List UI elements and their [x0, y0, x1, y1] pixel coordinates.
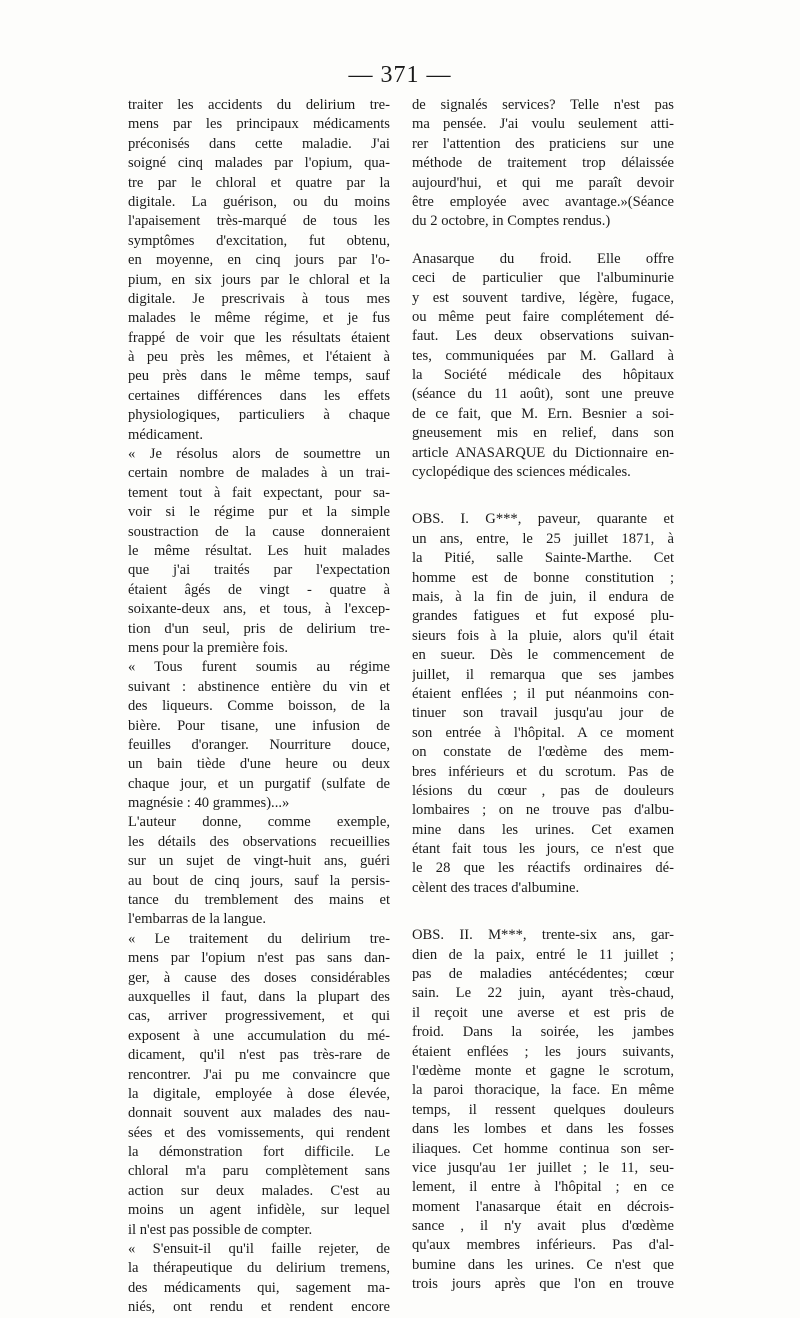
- text-line: sain. Le 22 juin, ayant très-chaud,: [412, 985, 674, 1002]
- text-line: du 2 octobre, in Comptes rendus.): [412, 213, 611, 230]
- text-line: certain nombre de malades à un trai-: [128, 465, 390, 482]
- text-line: tinuer son travail jusqu'au jour de: [412, 705, 674, 722]
- text-line: mine dans les urines. Cet examen: [412, 821, 674, 838]
- text-line: en moyenne, en cinq jours par l'o-: [128, 252, 390, 269]
- text-line: bres inférieurs et du scrotum. Pas de: [412, 763, 674, 780]
- text-line: cas, arriver progressivement, et qui: [128, 1008, 390, 1025]
- text-line: chloral m'a paru complètement sans: [128, 1163, 390, 1180]
- paragraph: [128, 1240, 390, 1318]
- text-line: homme est de bonne constitution ;: [412, 569, 674, 586]
- text-line: de signalés services? Telle n'est pas: [412, 97, 674, 113]
- text-line: qu'aux membres inférieurs. Pas d'al-: [412, 1237, 674, 1254]
- text-line: sur un sujet de vingt-huit ans, guéri: [128, 853, 390, 870]
- text-line: méthode de traitement trop délaissée: [412, 155, 674, 172]
- text-line: symptômes d'excitation, fut obtenu,: [128, 232, 390, 249]
- text-line: exposent à une accumulation du mé-: [128, 1027, 390, 1044]
- text-line: étaient âgés de vingt - quatre à: [128, 581, 390, 598]
- text-line: soustraction de la cause donneraient: [128, 523, 390, 540]
- text-line: frappé de voir que les résultats étaient: [128, 329, 390, 346]
- paragraph: [128, 445, 390, 658]
- text-line: digitale. Je prescrivais à tous mes: [128, 290, 390, 307]
- text-line: moins un agent infidèle, sur lequel: [128, 1202, 390, 1219]
- text-line: des liqueurs. Comme boisson, de la: [128, 698, 390, 715]
- text-line: voir si le régime pur et la simple: [128, 504, 390, 521]
- text-line: l'embarras de la langue.: [128, 911, 266, 928]
- text-line: bière. Pour tisane, une infusion de: [128, 717, 390, 734]
- text-line: donnait souvent aux malades des nau-: [128, 1105, 390, 1122]
- text-line: temps, il ressent quelques douleurs: [412, 1101, 674, 1118]
- text-line: la paroi thoracique, la face. En même: [412, 1082, 674, 1099]
- text-line: un bain tiède d'une heure ou deux: [128, 756, 390, 773]
- text-line: il n'est pas possible de compter.: [128, 1221, 313, 1238]
- text-line: la démonstration fort difficile. Le: [128, 1144, 390, 1161]
- text-line: feuilles d'oranger. Nourriture douce,: [128, 736, 390, 753]
- left-column: [128, 96, 390, 1318]
- text-line: iliaques. Cet homme continua son ser-: [412, 1140, 674, 1157]
- paragraph: [128, 930, 390, 1240]
- text-line: tance du tremblement des mains et: [128, 892, 390, 909]
- text-line: lombaires ; on ne trouve pas d'albu-: [412, 802, 674, 819]
- text-line: tement tout à fait expectant, pour sa-: [128, 484, 390, 501]
- text-line: dans les lombes et dans les fosses: [412, 1121, 674, 1138]
- text-line: tes, communiquées par M. Gallard à: [412, 347, 674, 364]
- text-line: médicament.: [128, 426, 203, 443]
- text-line: la Société médicale des hôpitaux: [412, 367, 674, 384]
- text-line: Anasarque du froid. Elle offre: [412, 250, 674, 267]
- text-line: suivant : abstinence entière du vin et: [128, 678, 390, 695]
- paragraph: [412, 510, 674, 898]
- text-line: le même résultat. Les huit malades: [128, 542, 390, 559]
- text-line: étaient enflées ; il put néanmoins con-: [412, 685, 674, 702]
- text-line: digitale. La guérison, ou du moins: [128, 193, 390, 210]
- text-line: tion d'un seul, pris de delirium tre-: [128, 620, 390, 637]
- text-line: dien de la paix, entré le 11 juillet ;: [412, 946, 674, 963]
- text-line: vice jusqu'au 1er juillet ; le 11, seu-: [412, 1159, 674, 1176]
- text-line: l'œdème monte et gagne le scrotum,: [412, 1062, 674, 1079]
- text-line: en sueur. Dès le commencement de: [412, 647, 674, 664]
- text-line: sance , il n'y avait plus d'œdème: [412, 1218, 674, 1235]
- text-line: pas de maladies antécédentes; cœur: [412, 966, 674, 983]
- text-line: OBS. II. M***, trente-six ans, gar-: [412, 927, 674, 944]
- right-column: [412, 96, 674, 1295]
- text-line: de ce fait, que M. Ern. Besnier a soi-: [412, 405, 674, 422]
- text-line: la digitale, employée à dose élevée,: [128, 1085, 390, 1102]
- text-line: il reçoit une averse et est pris de: [412, 1004, 674, 1021]
- text-line: L'auteur donne, comme exemple,: [128, 814, 390, 831]
- paragraph: [412, 926, 674, 1294]
- text-line: dicament, qu'il n'est pas très-rare de: [128, 1047, 390, 1064]
- text-line: traiter les accidents du delirium tre-: [128, 97, 390, 113]
- text-line: ceci de particulier que l'albuminurie: [412, 270, 674, 287]
- text-line: mens par l'opium n'est pas sans dan-: [128, 950, 390, 967]
- text-line: OBS. I. G***, paveur, quarante et: [412, 511, 674, 528]
- text-line: juillet, il remarqua que ses jambes: [412, 666, 674, 683]
- text-line: rencontrer. J'ai pu me convaincre que: [128, 1066, 390, 1083]
- text-line: on constate de l'œdème des mem-: [412, 744, 674, 761]
- text-line: tre par le chloral et quatre par la: [128, 174, 390, 191]
- paragraph: [128, 96, 390, 445]
- text-line: pium, en six jours par le chloral et la: [128, 271, 390, 288]
- text-line: ou même peut faire complétement dé-: [412, 308, 674, 325]
- text-line: malades le même régime, et je fus: [128, 310, 390, 327]
- text-line: des médicaments qui, sagement ma-: [128, 1279, 390, 1296]
- text-line: article ANASARQUE du Dictionnaire en-: [412, 444, 674, 461]
- text-line: sées et des vomissements, qui rendent: [128, 1124, 390, 1141]
- text-line: grandes fatigues et fut exposé plu-: [412, 608, 674, 625]
- text-line: auxquelles il faut, dans la plupart des: [128, 988, 390, 1005]
- text-line: cyclopédique des sciences médicales.: [412, 464, 631, 481]
- text-line: rer l'attention des praticiens sur une: [412, 135, 674, 152]
- text-line: être employée avec avantage.»(Séance: [412, 193, 674, 210]
- text-line: « Je résolus alors de soumettre un: [128, 446, 390, 463]
- text-line: ger, à cause des doses considérables: [128, 969, 390, 986]
- text-line: gneusement mis en relief, dans son: [412, 425, 674, 442]
- text-line: lésions du cœur , pas de douleurs: [412, 782, 674, 799]
- text-line: cèlent des traces d'albumine.: [412, 879, 580, 896]
- text-line: mais, à la fin de juin, il endura de: [412, 588, 674, 605]
- text-line: la Pitié, salle Sainte-Marthe. Cet: [412, 550, 674, 567]
- text-line: étant fait tous les jours, ce n'est que: [412, 841, 674, 858]
- text-line: soigné cinq malades par l'opium, qua-: [128, 155, 390, 172]
- text-line: faut. Les deux observations suivan-: [412, 328, 674, 345]
- text-line: action sur deux malades. C'est au: [128, 1182, 390, 1199]
- text-line: y est souvent tardive, légère, fugace,: [412, 289, 674, 306]
- text-line: le 28 que les réactifs ordinaires dé-: [412, 860, 674, 877]
- text-line: niés, ont rendu et rendent encore: [128, 1299, 390, 1316]
- text-line: chaque jour, et un purgatif (sulfate de: [128, 775, 390, 792]
- paragraph: [412, 250, 674, 483]
- text-line: « Tous furent soumis au régime: [128, 659, 390, 676]
- paragraph: [128, 658, 390, 813]
- text-line: mens par les principaux médicaments: [128, 116, 390, 133]
- text-line: préconisés dans cette maladie. J'ai: [128, 135, 390, 152]
- text-line: moment l'anasarque était en décrois-: [412, 1198, 674, 1215]
- text-line: (séance du 11 août), sont une preuve: [412, 386, 674, 403]
- text-line: trois jours après que l'on en trouve: [412, 1276, 674, 1293]
- text-line: froid. Dans la soirée, les jambes: [412, 1024, 674, 1041]
- text-line: « S'ensuit-il qu'il faille rejeter, de: [128, 1241, 390, 1258]
- text-line: étaient enflées ; les jours suivants,: [412, 1043, 674, 1060]
- text-line: peu près dans le même temps, sauf: [128, 368, 390, 385]
- text-line: aujourd'hui, et qui me paraît devoir: [412, 174, 674, 191]
- text-line: lement, il entre à l'hôpital ; en ce: [412, 1179, 674, 1196]
- text-line: au bout de cinq jours, sauf la persis-: [128, 872, 390, 889]
- text-line: bumine dans les urines. Ce n'est que: [412, 1256, 674, 1273]
- paragraph: [128, 813, 390, 929]
- text-line: à peu près les mêmes, et l'étaient à: [128, 349, 390, 366]
- text-line: la thérapeutique du delirium tremens,: [128, 1260, 390, 1277]
- text-line: certaines différences dans les effets: [128, 387, 390, 404]
- text-line: un ans, entre, le 25 juillet 1871, à: [412, 530, 674, 547]
- text-line: sieurs fois à la pluie, alors qu'il était: [412, 627, 674, 644]
- text-line: les détails des observations recueillies: [128, 833, 390, 850]
- text-line: « Le traitement du delirium tre-: [128, 930, 390, 947]
- text-line: que j'ai traités par l'expectation: [128, 562, 390, 579]
- text-line: magnésie : 40 grammes)...»: [128, 795, 290, 812]
- text-line: physiologiques, particuliers à chaque: [128, 407, 390, 424]
- text-line: mens pour la première fois.: [128, 639, 289, 656]
- text-line: l'apaisement très-marqué de tous les: [128, 213, 390, 230]
- text-line: soixante-deux ans, et tous, à l'excep-: [128, 601, 390, 618]
- text-line: ma pensée. J'ai voulu seulement atti-: [412, 116, 674, 133]
- page-number: — 371 —: [348, 62, 452, 88]
- paragraph: [412, 96, 674, 232]
- text-line: son entrée à l'hôpital. A ce moment: [412, 724, 674, 741]
